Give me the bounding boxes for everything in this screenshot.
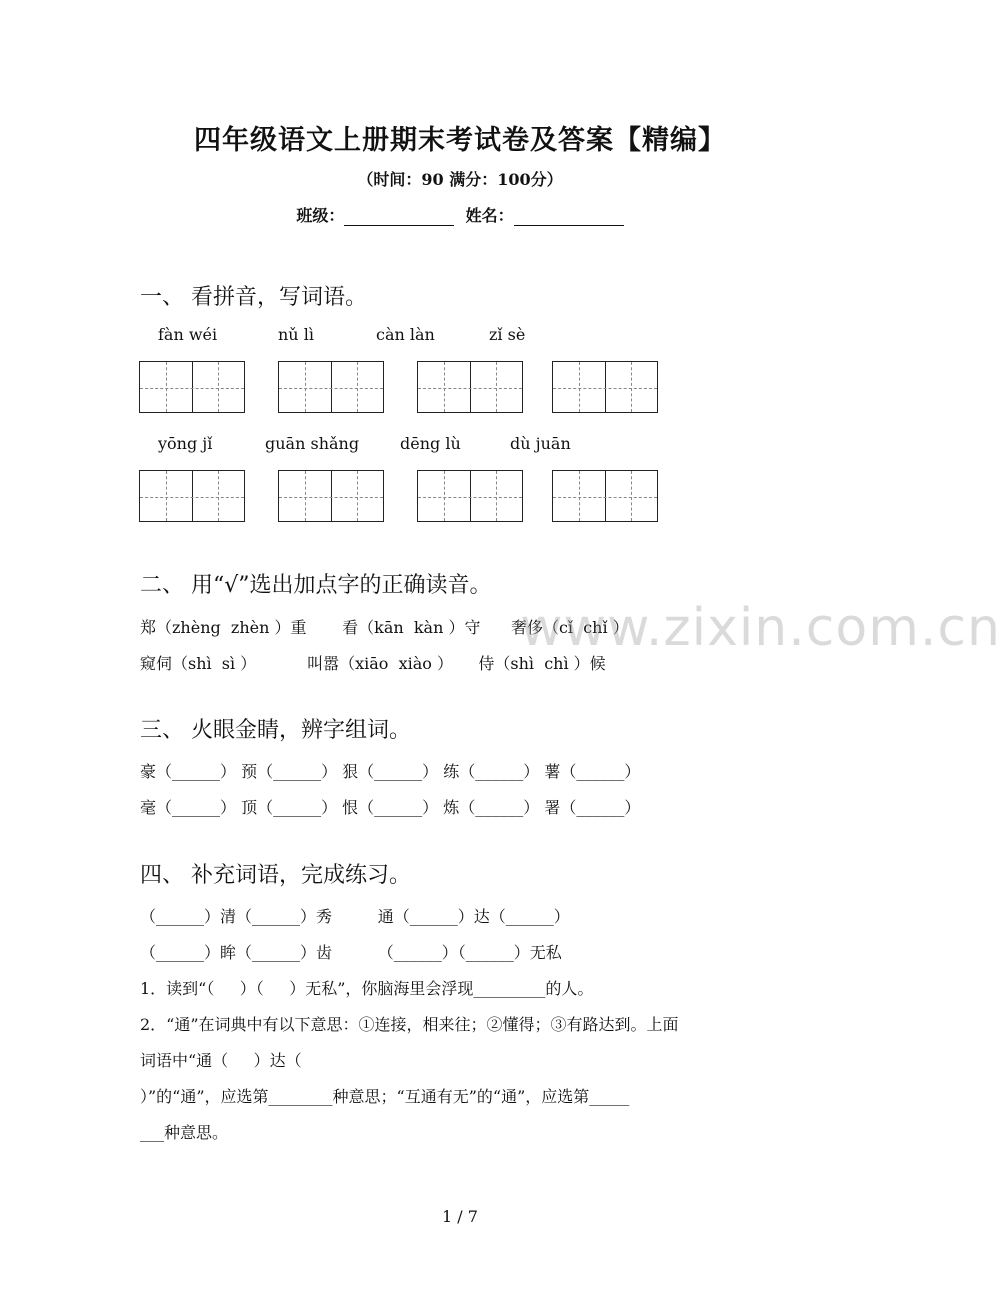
pronunciation-line: 窥伺（shì sì ） 叫嚣（xiāo xiào ） 侍（shì chì ）候 [140, 654, 606, 673]
word-group-line[interactable]: 豪（______） 预（______） 狠（______） 练（______） 薯（______） [140, 762, 641, 781]
writing-grid[interactable] [417, 470, 523, 522]
writing-grid[interactable] [139, 470, 245, 522]
pinyin-label: nǔ lì [278, 325, 314, 344]
pronunciation-line: 郑（zhèng zhèn ）重 看（kān kàn ）守 奢侈（cǐ chǐ ） [140, 618, 629, 637]
section2-heading: 二、 用“√”选出加点字的正确读音。 [140, 573, 492, 598]
idiom-line[interactable]: （______）清（______）秀 通（______）达（______） [140, 907, 570, 926]
word-group-line[interactable]: 毫（______） 顶（______） 恨（______） 炼（______） 署（______） [140, 798, 641, 817]
writing-grid[interactable] [552, 470, 658, 522]
writing-grid[interactable] [278, 361, 384, 413]
pinyin-label: càn làn [376, 325, 435, 344]
name-label: 姓名： [465, 206, 514, 225]
pinyin-label: zǐ sè [489, 325, 526, 344]
writing-grid[interactable] [552, 361, 658, 413]
pinyin-label: fàn wéi [158, 325, 218, 344]
page-title: 四年级语文上册期末考试卷及答案【精编】 [194, 125, 726, 156]
exam-info: （时间：90 满分：100分） [357, 170, 563, 189]
question-2-line[interactable]: ___种意思。 [140, 1123, 229, 1142]
student-info-line [0, 203, 920, 226]
section1-heading: 一、 看拼音，写词语。 [140, 285, 367, 310]
writing-grid[interactable] [417, 361, 523, 413]
writing-grid[interactable] [139, 361, 245, 413]
question-1[interactable]: 1．读到“（ ）（ ）无私”，你脑海里会浮现_________的人。 [140, 979, 594, 998]
pinyin-label: dēng lù [400, 434, 461, 453]
watermark: www.zixin.com.cn [520, 598, 1001, 658]
writing-grid[interactable] [278, 470, 384, 522]
question-2-line: 2．“通”在词典中有以下意思：①连接，相来往；②懂得；③有路达到。上面 [140, 1015, 679, 1034]
name-blank[interactable] [514, 209, 624, 226]
class-label: 班级： [296, 206, 345, 225]
pinyin-label: dù juān [510, 434, 571, 453]
idiom-line[interactable]: （______）眸（______）齿 （______）（______）无私 [140, 943, 562, 962]
question-2-line[interactable]: ）”的“通”，应选第________种意思；“互通有无”的“通”，应选第_____ [140, 1087, 630, 1106]
pinyin-label: yōng jǐ [158, 434, 213, 453]
page-number: 1 / 7 [442, 1207, 478, 1226]
section3-heading: 三、 火眼金睛，辨字组词。 [140, 718, 411, 743]
section4-heading: 四、 补充词语，完成练习。 [140, 863, 411, 888]
class-blank[interactable] [344, 209, 454, 226]
pinyin-label: guān shǎng [265, 434, 360, 453]
question-2-line: 词语中“通（ ）达（ [140, 1051, 302, 1070]
